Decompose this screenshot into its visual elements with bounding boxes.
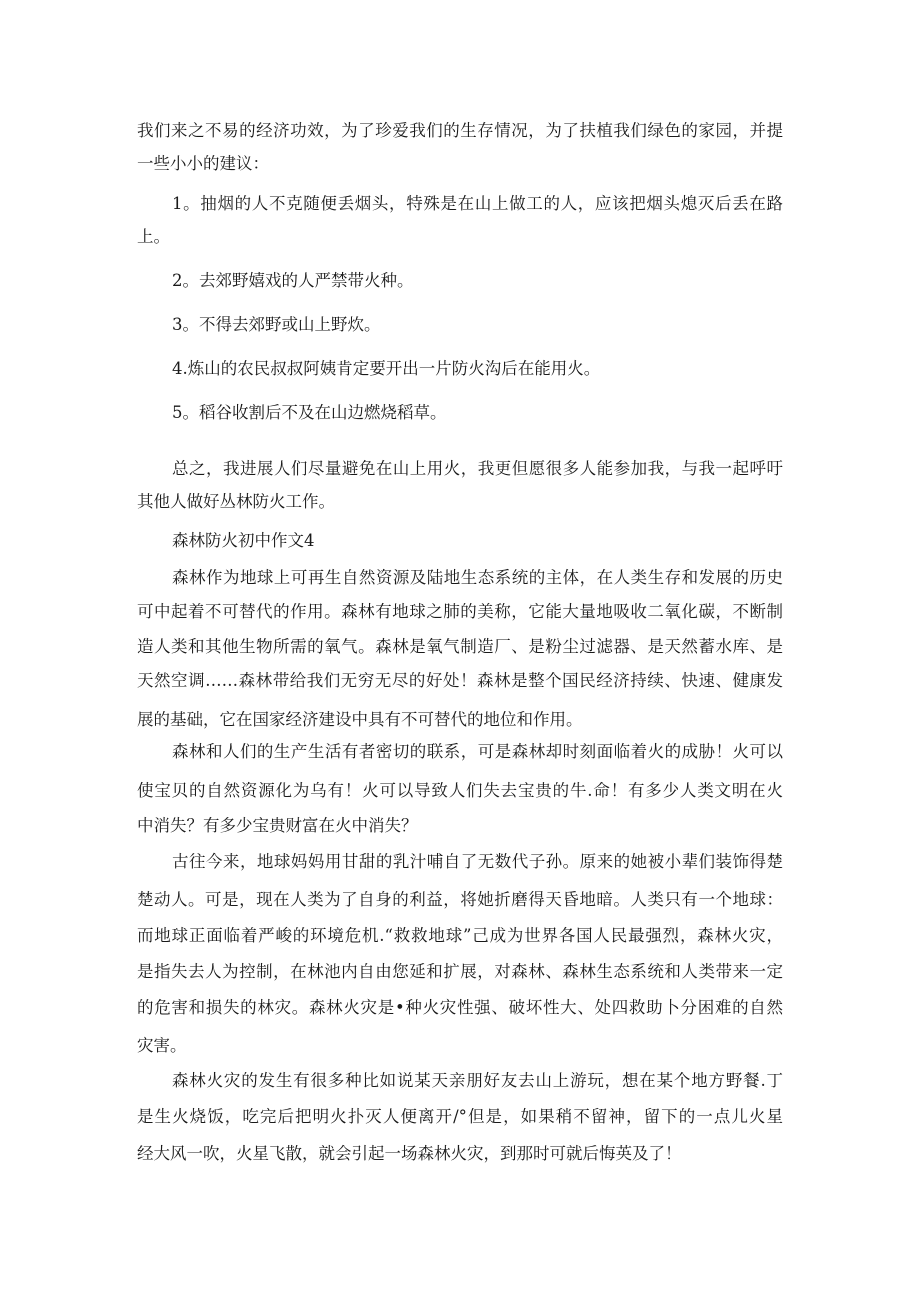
suggestion-1-line-1: 1。抽烟的人不克随便丢烟头，特殊是在山上做工的人，应该把烟头熄灭后丢在路	[172, 194, 783, 213]
paragraph-2-line-2: 使宝贝的自然资源化为乌有！火可以导致人们失去宝贵的牛.命！有多少人类文明在火	[137, 781, 783, 800]
paragraph-2-line-3: 中消失？有多少宝贵财富在火中消失？	[137, 816, 418, 835]
paragraph-1-line-1: 森林作为地球上可再生自然资源及陆地生态系统的主体，在人类生存和发展的历史	[172, 568, 783, 587]
intro-line-1: 我们来之不易的经济功效，为了珍爱我们的生存情况，为了扶植我们绿色的家园，并提	[137, 121, 783, 140]
paragraph-4-line-2: 是生火烧饭，吃完后把明火扑灭人便离开/°但是，如果稍不留神，留下的一点儿火星	[137, 1107, 783, 1126]
paragraph-4-line-3: 经大风一吹，火星飞散，就会引起一场森林火灾，到那时可就后悔英及了！	[137, 1144, 682, 1163]
paragraph-1-line-2: 可中起着不可替代的作用。森林有地球之肺的美称，它能大量地吸收二氧化碳，不断制	[137, 602, 783, 621]
suggestion-1-line-2: 上。	[137, 227, 170, 246]
suggestion-2: 2。去郊野嬉戏的人严禁带火种。	[172, 271, 414, 290]
suggestion-4: 4.炼山的农民叔叔阿姨肯定要开出一片防火沟后在能用火。	[172, 359, 601, 378]
paragraph-3-line-3: 而地球正面临着严峻的环境危机.“救救地球”己成为世界各国人民最强烈，森林火灾，	[137, 926, 783, 945]
paragraph-1-line-3: 造人类和其他生物所需的氧气。森林是氧气制造厂、是粉尘过滤器、是天然蓄水库、是	[137, 637, 783, 656]
paragraph-2-line-1: 森林和人们的生产生活有者密切的联系，可是森林却时刻面临着火的成胁！火可以	[172, 742, 783, 761]
paragraph-4-line-1: 森林火灾的发生有很多种比如说某天亲朋好友去山上游玩，想在某个地方野餐.丁	[172, 1071, 783, 1090]
paragraph-1-line-5: 展的基础，它在国家经济建设中具有不可替代的地位和作用。	[137, 710, 583, 729]
suggestion-3: 3。不得去郊野或山上野炊。	[172, 315, 381, 334]
suggestion-5: 5。稻谷收割后不及在山边燃烧稻草。	[172, 403, 447, 422]
paragraph-3-line-1: 古往今来，地球妈妈用甘甜的乳汁哺自了无数代子孙。原来的她被小辈们装饰得楚	[172, 852, 783, 871]
essay-title: 森林防火初中作文4	[172, 531, 315, 550]
paragraph-3-line-2: 楚动人。可是，现在人类为了自身的利益，将她折磨得天昏地暗。人类只有一个地球：	[137, 890, 783, 909]
paragraph-1-line-4: 天然空调……森林带给我们无穷无尽的好处！森林是整个国民经济持续、快速、健康发	[137, 671, 783, 690]
paragraph-3-line-6: 灾害。	[137, 1036, 187, 1055]
paragraph-3-line-4: 是指失去人为控制，在林池内自由您延和扩展，对森林、森林生态系统和人类带来一定	[137, 962, 783, 981]
intro-line-2: 一些小小的建议：	[137, 154, 269, 173]
conclusion-line-1: 总之，我进展人们尽量避免在山上用火，我更但愿很多人能参加我，与我一起呼吁	[172, 459, 783, 478]
conclusion-line-2: 其他人做好丛林防火工作。	[137, 492, 335, 511]
paragraph-3-line-5: 的危害和损失的林灾。森林火灾是•种火灾性强、破坏性大、处四救助卜分困难的自然	[137, 998, 783, 1017]
